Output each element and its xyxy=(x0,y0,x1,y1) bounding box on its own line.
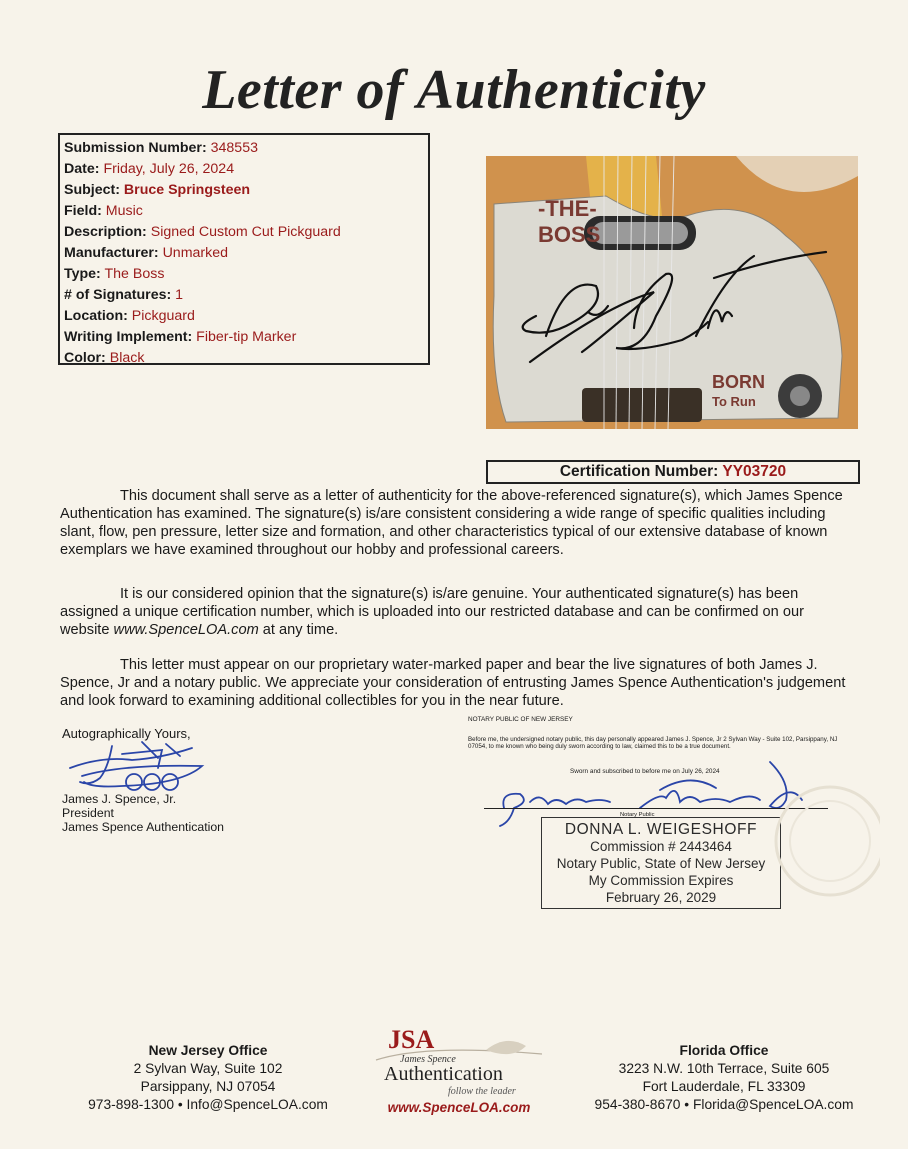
logo-james-spence: James Spence xyxy=(400,1054,456,1065)
closing-salutation: Autographically Yours, xyxy=(62,726,191,741)
info-value: 1 xyxy=(175,287,184,303)
notary-public-label: Notary Public xyxy=(620,812,655,818)
info-label: Date: xyxy=(64,161,100,177)
stamp-expires-label: My Commission Expires xyxy=(588,873,734,888)
info-label: Type: xyxy=(64,266,101,282)
info-label: Writing Implement: xyxy=(64,329,193,345)
info-label: Color: xyxy=(64,350,106,366)
info-value: Black xyxy=(109,350,145,366)
info-label: Submission Number: xyxy=(64,140,207,156)
info-label: Subject: xyxy=(64,182,120,198)
info-label: Description: xyxy=(64,224,147,240)
info-row-location xyxy=(64,306,424,327)
info-row-signatures xyxy=(64,285,424,306)
info-row-date xyxy=(64,159,424,180)
stamp-commission: Commission # 2443464 xyxy=(590,839,732,854)
info-value: The Boss xyxy=(104,266,165,282)
fl-office-heading: Florida Office xyxy=(679,1043,769,1058)
info-row-field xyxy=(64,201,424,222)
stamp-notary-name: DONNA L. WEIGESHOFF xyxy=(564,821,758,838)
pickguard-text-born: BORN xyxy=(712,372,765,392)
notary-statement: Before me, the undersigned notary public, this day personally appeared James J. Spence, Jr 2 Sylvan Way - Suite 102, Parsippany, NJ 07054, to me known who being duly sworn according to law, claimed this to be a true document. xyxy=(468,736,838,751)
certification-number-box xyxy=(486,460,860,484)
info-label: # of Signatures: xyxy=(64,287,172,303)
info-value: 348553 xyxy=(210,140,258,156)
nj-office-contact: 973-898-1300 • Info@SpenceLOA.com xyxy=(88,1097,328,1112)
notary-header: NOTARY PUBLIC OF NEW JERSEY xyxy=(468,716,573,723)
signed-pickguard-image xyxy=(486,156,858,429)
notary-stamp xyxy=(541,817,781,909)
stamp-state: Notary Public, State of New Jersey xyxy=(556,856,766,871)
certification-number: YY03720 xyxy=(722,463,787,480)
nj-office-street: 2 Sylvan Way, Suite 102 xyxy=(133,1061,283,1076)
fl-office-city: Fort Lauderdale, FL 33309 xyxy=(642,1079,806,1094)
logo-tagline: follow the leader xyxy=(448,1086,516,1097)
pickguard-text-boss: BOSS xyxy=(538,222,601,247)
info-row-description xyxy=(64,222,424,243)
letter-title: Letter of Authenticity xyxy=(202,59,706,121)
info-value: Unmarked xyxy=(162,245,229,261)
paragraph-watermark: This letter must appear on our proprietary water-marked paper and bear the live signatures of both James J. Spence, Jr and a notary public. We appreciate your consideration of entrusting James Spence Authentication's judgement and look forward to examining additional collectibles for you in the near future. xyxy=(60,657,846,709)
sworn-statement: Sworn and subscribed to before me on July 26, 2024 xyxy=(570,768,720,775)
submission-info-box xyxy=(58,133,430,365)
info-label: Location: xyxy=(64,308,128,324)
fl-office xyxy=(588,1042,860,1114)
logo-jsa: JSA xyxy=(388,1025,435,1054)
paragraph-authenticity: This document shall serve as a letter of authenticity for the above-referenced signature(s), which James Spence Authentication has examined. The signature(s) is/are consistent considering a wide range of specific qualities including slant, flow, pen pressure, letter size and formation, and other characteristics typical of our extensive database of known exemplars we have examined throughout our hobby and professional careers. xyxy=(60,488,843,558)
info-value: Signed Custom Cut Pickguard xyxy=(150,224,341,240)
info-row-manufacturer xyxy=(64,243,424,264)
nj-office-city: Parsippany, NJ 07054 xyxy=(140,1079,276,1094)
nj-office xyxy=(72,1042,344,1114)
signer-block xyxy=(62,792,224,834)
nj-office-heading: New Jersey Office xyxy=(148,1043,268,1058)
info-label: Field: xyxy=(64,203,102,219)
logo-website-link[interactable]: www.SpenceLOA.com xyxy=(387,1100,531,1115)
info-row-submission xyxy=(64,138,424,159)
info-value: Pickguard xyxy=(131,308,195,324)
info-value: Fiber-tip Marker xyxy=(196,329,297,345)
info-row-type xyxy=(64,264,424,285)
info-value: Friday, July 26, 2024 xyxy=(103,161,235,177)
info-value: Bruce Springsteen xyxy=(123,182,251,198)
signer-title: President xyxy=(62,806,114,820)
info-value: Music xyxy=(105,203,143,219)
signer-name: James J. Spence, Jr. xyxy=(62,792,177,806)
stamp-expires-date: February 26, 2029 xyxy=(605,890,717,905)
info-row-writing-implement xyxy=(64,327,424,348)
paragraph-opinion-text: It is our considered opinion that the signature(s) is/are genuine. Your authenticated signature(s) has been assigned a unique certification number, which is uploaded into our restricted database and can be confirmed on our website xyxy=(60,586,804,638)
embossed-seal xyxy=(770,776,880,911)
website-link[interactable]: www.SpenceLOA.com xyxy=(113,622,259,638)
signer-company: James Spence Authentication xyxy=(62,820,225,834)
paragraph-opinion-tail: at any time. xyxy=(258,622,339,638)
pickguard-text-the: -THE- xyxy=(538,196,597,221)
info-row-subject xyxy=(64,180,424,201)
item-photo xyxy=(486,156,858,429)
info-label: Manufacturer: xyxy=(64,245,159,261)
certification-label: Certification Number: xyxy=(559,463,719,480)
fl-office-street: 3223 N.W. 10th Terrace, Suite 605 xyxy=(618,1061,830,1076)
pickguard-text-to-run: To Run xyxy=(712,394,756,409)
logo-authentication: Authentication xyxy=(384,1063,503,1085)
fl-office-contact: 954-380-8670 • Florida@SpenceLOA.com xyxy=(594,1097,854,1112)
info-row-color xyxy=(64,348,424,369)
paragraph-opinion xyxy=(60,585,850,639)
